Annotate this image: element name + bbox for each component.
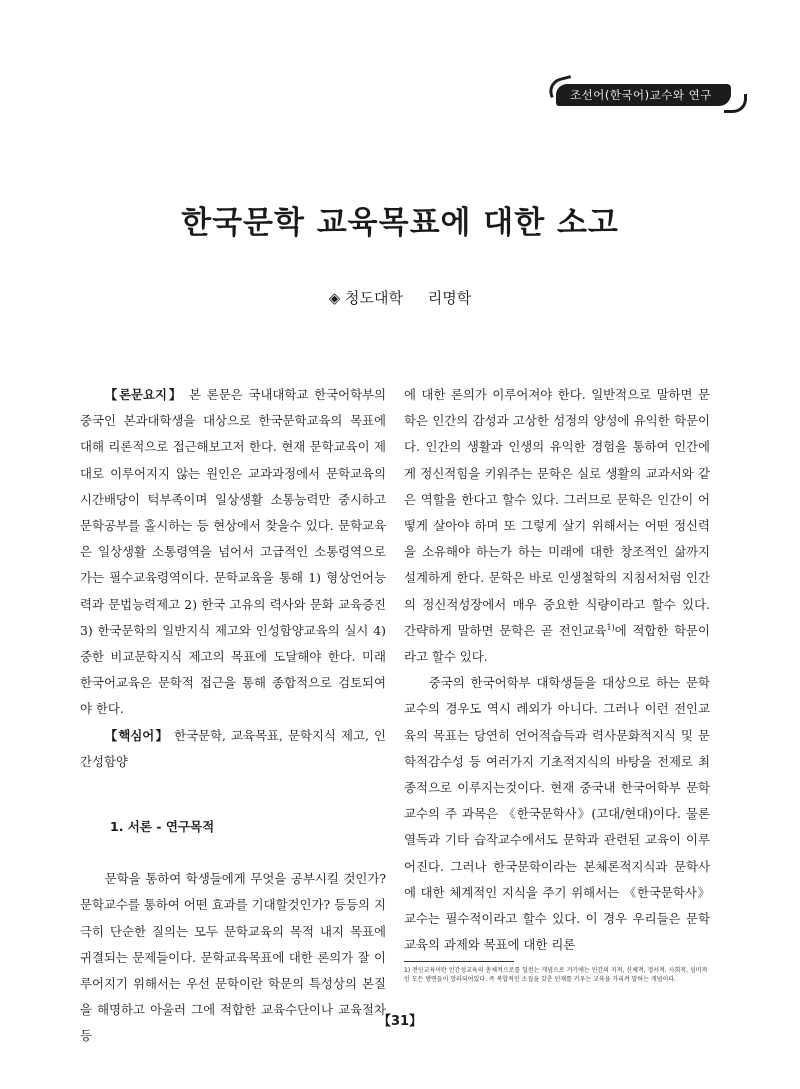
abstract-label: 【론문요지】 [104, 387, 184, 402]
author-marker: ◈ [328, 289, 341, 307]
right-column [404, 382, 710, 958]
body-paragraph-1-continued [404, 382, 710, 670]
abstract-text: 본 론문은 국내대학교 한국어학부의 중국인 본과대학생을 대상으로 한국문학교육의 목표에 대해 리론적으로 접근해보고저 한다. 현재 문학교육이 제대로 이루어지지 않는 원인은 교과과정에서 문학교육의 시간배당이 턱부족이며 일상생활 소통능력만 중시하고 문학공부를 홀시하는 등 현상에서 찾을수 있다. 문학교육은 일상생활 소통령역을 넘어서 고급적인 소통령역으로 가는 필수교육령역이다. 문학교육을 통해 1) 형상언어능력과 문법능력제고 2) 한국 고유의 력사와 문화 교육증진 3) 한국문학의 일반지식 제고와 인성함양교육의 실시 4) 중한 비교문학지식 제고의 목표에 도달해야 한다. 미래 한국어교육은 문학적 접근을 통해 종합적으로 검토되여야 한다. [80, 387, 386, 717]
body-paragraph-1: 문학을 통하여 학생들에게 무엇을 공부시킬 것인가? 문학교수를 통하여 어떤 효과를 기대할것인가? 등등의 지극히 단순한 질의는 모두 문학교육의 목적 내지 목표에 귀결되는 문제들이다. 문학교육목표에 대한 론의가 잘 이루어지기 위해서는 우선 문학이란 학문의 특성상의 본질을 해명하고 아울러 그에 적합한 교육수단이나 교육절차 등 [80, 871, 386, 1044]
body-text-segment: 에 적합한 학문이라고 할수 있다. [404, 622, 711, 665]
keywords-label: 【핵심어】 [104, 727, 170, 743]
left-column [80, 382, 386, 1050]
footnote: 1) 전인교육이란 인간성교육의 총체적으로를 일컫는 개념으로 거기에는 인간의 지적, 신체적, 정서적, 사회적, 심미적인 모든 방면들이 망라되여있다. 즉 복합적인 소질을 갖춘 인재를 키우는 교육을 가리켜 말하는 개념이다. [404, 967, 708, 983]
series-header-badge [556, 84, 746, 114]
footnote-reference: 1) [606, 622, 615, 632]
author-line [0, 287, 800, 308]
author-name: 리명학 [427, 289, 472, 307]
series-label: 조선어(한국어)교수와 연구 [570, 88, 712, 102]
abstract-paragraph [80, 382, 386, 723]
keywords-text: 한국문학, 교육목표, 문학지식 제고, 인간성함양 [80, 727, 386, 769]
body-paragraph-2: 중국의 한국어학부 대학생들을 대상으로 하는 문학교수의 경우도 역시 례외가 아니다. 그러나 이런 전인교육의 목표는 당연히 언어적습득과 력사문화적지식 및 문학적감수성 등 여러가지 기초적지식의 바탕을 전제로 최종적으로 이루지는것이다. 현재 중국내 한국어학부 문학교수의 주 과목은 《한국문학사》(고대/현대)이다. 물론 열독과 기타 습작교수에서도 문학과 관련된 교육이 이루어진다. 그러나 한국문학이라는 본체론적지식과 문학사에 대한 체계적인 지식을 주기 위해서는 《한국문학사》교수는 필수적이라고 할수 있다. 이 경우 우리들은 문학교육의 과제와 목표에 대한 리론 [404, 675, 710, 953]
paper-title: 한국문학 교육목표에 대한 소고 [181, 205, 619, 241]
footnote-divider [404, 961, 514, 962]
body-text-segment: 에 대한 론의가 이루어져야 한다. 일반적으로 말하면 문학은 인간의 감성과 고상한 성정의 양성에 유익한 학문이다. 인간의 생활과 인생의 유익한 경험을 통하여 인간에게 정신적힘을 키워주는 문학은 실로 생활의 교과서와 같은 역할을 한다고 할수 있다. 그러므로 문학은 인간이 어떻게 살아야 하며 또 그렇게 살기 위해서는 어떤 정신력을 소유해야 하는가 하는 미래에 대한 창조적인 삶까지 설계하게 한다. 문학은 바로 인생철학의 지침서처럼 인간의 정신적성장에서 매우 중요한 식량이라고 할수 있다. 간략하게 말하면 문학은 곧 전인교육 [404, 387, 710, 638]
page-number: 【31】 [377, 1014, 423, 1029]
section-heading: 1. 서론 - 연구목적 [110, 819, 215, 835]
keywords-paragraph [80, 723, 386, 775]
author-affiliation: 청도대학 [345, 289, 404, 307]
